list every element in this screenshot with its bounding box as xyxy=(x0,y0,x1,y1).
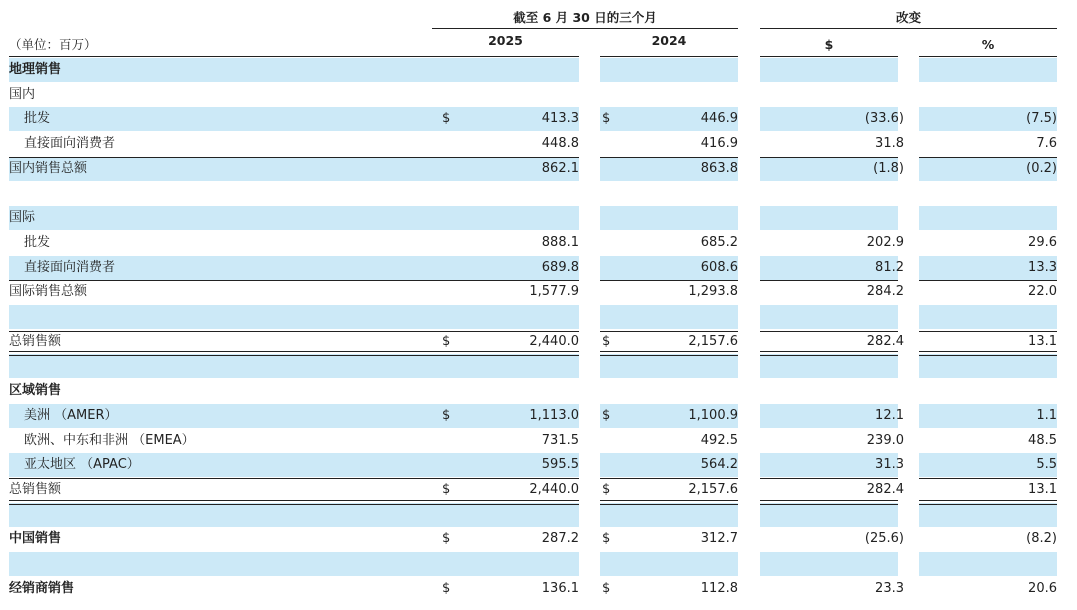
change-pct: 1.1 xyxy=(1036,407,1057,423)
double-rule xyxy=(919,351,1057,356)
row-shading xyxy=(919,354,1057,378)
rule-line xyxy=(760,280,898,281)
value-2025: 1,577.9 xyxy=(529,284,579,300)
value-2024: 685.2 xyxy=(700,234,738,250)
table-row xyxy=(0,552,1077,576)
row-shading xyxy=(9,58,579,82)
change-pct: 13.1 xyxy=(1028,333,1057,349)
row-shading xyxy=(9,305,579,329)
col-pct-header: % xyxy=(981,37,995,52)
row-label: 区域销售 xyxy=(9,383,62,399)
value-2024: 312.7 xyxy=(700,531,738,547)
value-2025: 2,440.0 xyxy=(529,481,579,497)
row-shading xyxy=(600,354,738,378)
table-row xyxy=(0,280,1077,304)
currency-2025: $ xyxy=(442,407,451,423)
row-shading xyxy=(919,58,1057,82)
value-2025: 731.5 xyxy=(541,432,579,448)
header-underline xyxy=(919,56,1057,57)
table-row xyxy=(0,527,1077,551)
unit-label: （单位：百万） xyxy=(9,37,97,52)
value-2025: 136.1 xyxy=(541,580,579,596)
row-shading xyxy=(600,206,738,230)
table-row xyxy=(0,132,1077,156)
col-2024-header: 2024 xyxy=(651,33,687,48)
double-rule xyxy=(9,351,579,356)
row-label: 总销售额 xyxy=(9,333,62,349)
currency-2025: $ xyxy=(442,531,451,547)
table-row xyxy=(0,429,1077,453)
row-shading xyxy=(760,354,898,378)
row-label: 国内 xyxy=(9,86,36,102)
col-2025-header: 2025 xyxy=(488,33,523,48)
row-shading xyxy=(760,552,898,576)
row-shading xyxy=(760,206,898,230)
change-pct: (8.2) xyxy=(1026,531,1057,547)
table-row xyxy=(0,453,1077,477)
rule-line xyxy=(760,331,898,332)
row-label: 中国销售 xyxy=(9,531,62,547)
rule-line xyxy=(760,478,898,479)
value-2025: 862.1 xyxy=(541,160,579,176)
table-row xyxy=(0,330,1077,354)
change-underline xyxy=(760,28,1057,29)
rule-line xyxy=(919,331,1057,332)
currency-2025: $ xyxy=(442,580,451,596)
col-dollar-header: $ xyxy=(824,37,834,52)
value-2025: 689.8 xyxy=(541,259,579,275)
value-2024: 863.8 xyxy=(700,160,738,176)
currency-2024: $ xyxy=(602,531,611,547)
row-label: 国内销售总额 xyxy=(9,160,88,176)
currency-2024: $ xyxy=(602,407,611,423)
rule-line xyxy=(760,157,898,158)
row-shading xyxy=(919,305,1057,329)
row-shading xyxy=(600,503,738,527)
rule-line xyxy=(919,478,1057,479)
period-underline xyxy=(432,28,738,29)
value-2024: 1,293.8 xyxy=(688,284,738,300)
change-dollar: 202.9 xyxy=(866,234,904,250)
rule-line xyxy=(600,478,738,479)
value-2024: 416.9 xyxy=(700,136,738,152)
row-shading xyxy=(760,305,898,329)
rule-line xyxy=(9,157,579,158)
value-2025: 2,440.0 xyxy=(529,333,579,349)
row-label: 欧洲、中东和非洲 （EMEA） xyxy=(24,432,195,448)
value-2024: 112.8 xyxy=(700,580,738,596)
change-pct: (7.5) xyxy=(1026,111,1057,127)
rule-line xyxy=(9,331,579,332)
header-underline xyxy=(760,56,898,57)
period-header: 截至 6 月 30 日的三个月 xyxy=(513,10,657,25)
rule-line xyxy=(9,478,579,479)
row-shading xyxy=(9,354,579,378)
currency-2024: $ xyxy=(602,580,611,596)
change-pct: 22.0 xyxy=(1028,284,1057,300)
value-2025: 1,113.0 xyxy=(529,407,579,423)
row-label: 总销售额 xyxy=(9,481,62,497)
change-pct: 5.5 xyxy=(1036,457,1057,473)
row-shading xyxy=(9,552,579,576)
value-2025: 413.3 xyxy=(541,111,579,127)
double-rule xyxy=(760,500,898,505)
currency-2024: $ xyxy=(602,333,611,349)
table-row xyxy=(0,305,1077,329)
row-shading xyxy=(9,206,579,230)
rule-line xyxy=(600,157,738,158)
currency-2025: $ xyxy=(442,481,451,497)
change-dollar: 23.3 xyxy=(875,580,904,596)
value-2024: 446.9 xyxy=(700,111,738,127)
change-dollar: (1.8) xyxy=(873,160,904,176)
currency-2025: $ xyxy=(442,111,451,127)
row-label: 亚太地区 （APAC） xyxy=(24,457,140,473)
table-row xyxy=(0,577,1077,601)
value-2024: 608.6 xyxy=(700,259,738,275)
double-rule xyxy=(919,500,1057,505)
row-shading xyxy=(760,58,898,82)
row-shading xyxy=(9,503,579,527)
value-2025: 888.1 xyxy=(541,234,579,250)
value-2024: 2,157.6 xyxy=(688,481,738,497)
table-row xyxy=(0,404,1077,428)
row-label: 经销商销售 xyxy=(9,580,75,596)
table-row xyxy=(0,231,1077,255)
change-dollar: 284.2 xyxy=(866,284,904,300)
change-pct: 29.6 xyxy=(1028,234,1057,250)
double-rule xyxy=(600,351,738,356)
change-dollar: (33.6) xyxy=(864,111,904,127)
rule-line xyxy=(9,280,579,281)
change-pct: 48.5 xyxy=(1028,432,1057,448)
value-2024: 564.2 xyxy=(700,457,738,473)
table-row xyxy=(0,83,1077,107)
row-label: 批发 xyxy=(24,234,51,250)
change-pct: (0.2) xyxy=(1026,160,1057,176)
row-shading xyxy=(600,58,738,82)
row-shading xyxy=(919,206,1057,230)
row-label: 国际销售总额 xyxy=(9,284,88,300)
row-label: 地理销售 xyxy=(9,62,62,77)
value-2025: 448.8 xyxy=(541,136,579,152)
table-row xyxy=(0,379,1077,403)
change-dollar: 81.2 xyxy=(875,259,904,275)
change-pct: 7.6 xyxy=(1036,136,1057,152)
value-2024: 2,157.6 xyxy=(688,333,738,349)
table-row xyxy=(0,182,1077,206)
row-shading xyxy=(600,305,738,329)
change-dollar: 282.4 xyxy=(866,481,904,497)
change-pct: 20.6 xyxy=(1028,580,1057,596)
row-label: 直接面向消费者 xyxy=(24,136,116,152)
value-2024: 492.5 xyxy=(700,432,738,448)
change-header: 改变 xyxy=(895,10,921,25)
value-2025: 595.5 xyxy=(541,457,579,473)
row-label: 国际 xyxy=(9,210,36,226)
table-row xyxy=(0,206,1077,230)
double-rule xyxy=(600,500,738,505)
table-row xyxy=(0,256,1077,280)
table-row xyxy=(0,354,1077,378)
row-shading xyxy=(760,503,898,527)
header-underline xyxy=(600,56,738,57)
row-label: 批发 xyxy=(24,111,51,127)
change-dollar: (25.6) xyxy=(864,531,904,547)
value-2024: 1,100.9 xyxy=(688,407,738,423)
rule-line xyxy=(600,280,738,281)
header-underline xyxy=(9,56,579,57)
rule-line xyxy=(919,280,1057,281)
change-dollar: 282.4 xyxy=(866,333,904,349)
rule-line xyxy=(600,331,738,332)
table-row xyxy=(0,503,1077,527)
row-label: 直接面向消费者 xyxy=(24,259,116,275)
change-pct: 13.3 xyxy=(1028,259,1057,275)
table-row xyxy=(0,58,1077,82)
change-dollar: 31.3 xyxy=(875,457,904,473)
currency-2024: $ xyxy=(602,111,611,127)
change-pct: 13.1 xyxy=(1028,481,1057,497)
row-shading xyxy=(919,503,1057,527)
change-dollar: 239.0 xyxy=(866,432,904,448)
table-row xyxy=(0,478,1077,502)
value-2025: 287.2 xyxy=(541,531,579,547)
currency-2025: $ xyxy=(442,333,451,349)
table-row xyxy=(0,107,1077,131)
double-rule xyxy=(9,500,579,505)
row-shading xyxy=(919,552,1057,576)
table-row xyxy=(0,157,1077,181)
change-dollar: 12.1 xyxy=(875,407,904,423)
change-dollar: 31.8 xyxy=(875,136,904,152)
double-rule xyxy=(760,351,898,356)
currency-2024: $ xyxy=(602,481,611,497)
rule-line xyxy=(919,157,1057,158)
row-label: 美洲 （AMER） xyxy=(24,407,118,423)
row-shading xyxy=(600,552,738,576)
